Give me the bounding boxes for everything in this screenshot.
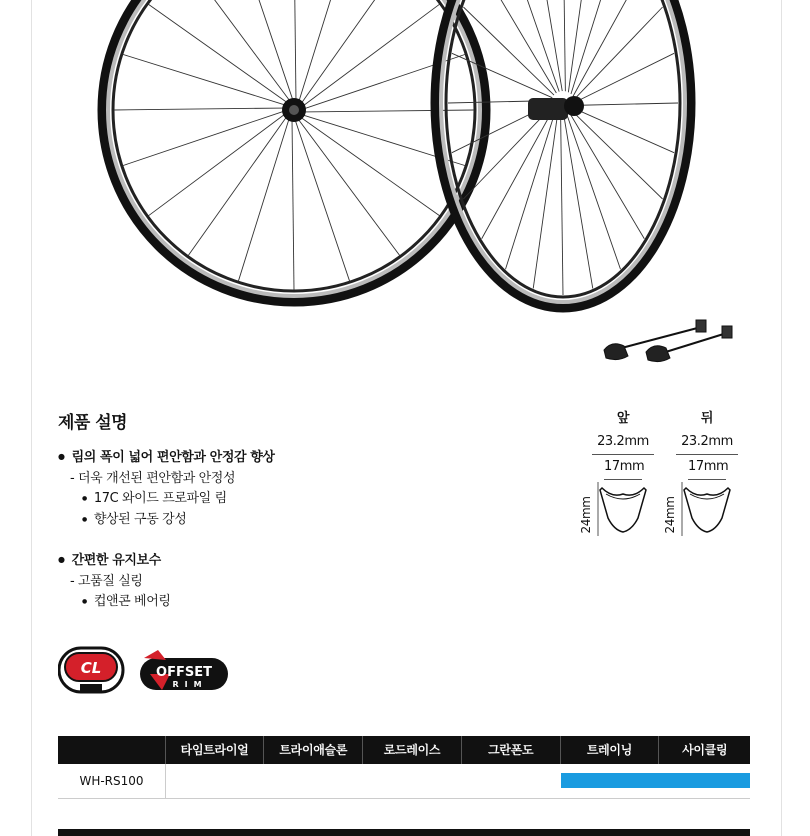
description-subbullet: ● 향상된 구동 강성 [58, 510, 478, 531]
description-subline: - 더욱 개선된 편안함과 안정성 [70, 470, 236, 486]
rim-profile-rear [663, 408, 742, 536]
description-subbullet: ● 컵앤콘 베어링 [58, 592, 478, 613]
wheelset-image [0, 0, 810, 380]
rim-cross-section-icon [594, 482, 652, 536]
rim-profile-front [579, 408, 658, 536]
front-wheel [102, 0, 486, 302]
description-bullet: ● 림의 폭이 넓어 편안함과 안정감 향상 [58, 447, 478, 469]
rim-profile-rear-label: 뒤 [700, 411, 714, 426]
description-subbullet: ● 17C 와이드 프로파일 림 [58, 489, 478, 510]
svg-text:CL: CL [80, 659, 102, 677]
usage-col-cycling: 사이클링 [658, 736, 750, 764]
product-description [58, 408, 478, 613]
technology-logos [58, 646, 238, 698]
rim-inner-width: 17mm [688, 455, 726, 480]
description-bullet: ● 간편한 유지보수 [58, 550, 478, 572]
rim-outer-width: 23.2mm [592, 430, 654, 455]
usage-col-road-race: 로드레이스 [362, 736, 461, 764]
rim-height: 24mm [663, 496, 677, 534]
offset-rim-logo [140, 650, 228, 690]
description-title: 제품 설명 [58, 413, 128, 433]
usage-table [58, 736, 750, 799]
description-subline: - 고품질 실링 [70, 573, 143, 589]
usage-col-time-trial: 타임트라이얼 [165, 736, 264, 764]
usage-range-bar [561, 773, 750, 788]
rim-profile-front-label: 앞 [616, 411, 630, 426]
rim-outer-width: 23.2mm [676, 430, 738, 455]
usage-col-training: 트레이닝 [560, 736, 659, 764]
svg-text:RIM: RIM [172, 680, 208, 689]
cl-logo [59, 648, 123, 692]
rim-height: 24mm [579, 496, 593, 534]
rim-cross-section-icon [678, 482, 736, 536]
skewer-image [604, 320, 732, 362]
table-row [58, 764, 750, 799]
usage-col-triathlon: 트라이애슬론 [263, 736, 362, 764]
usage-table-header-blank [58, 736, 165, 764]
next-table-header [58, 829, 750, 836]
svg-text:OFFSET: OFFSET [156, 665, 212, 680]
usage-col-gran-fondo: 그란폰도 [461, 736, 560, 764]
rim-inner-width: 17mm [604, 455, 642, 480]
usage-table-header [58, 736, 750, 764]
model-name: WH-RS100 [58, 764, 166, 798]
